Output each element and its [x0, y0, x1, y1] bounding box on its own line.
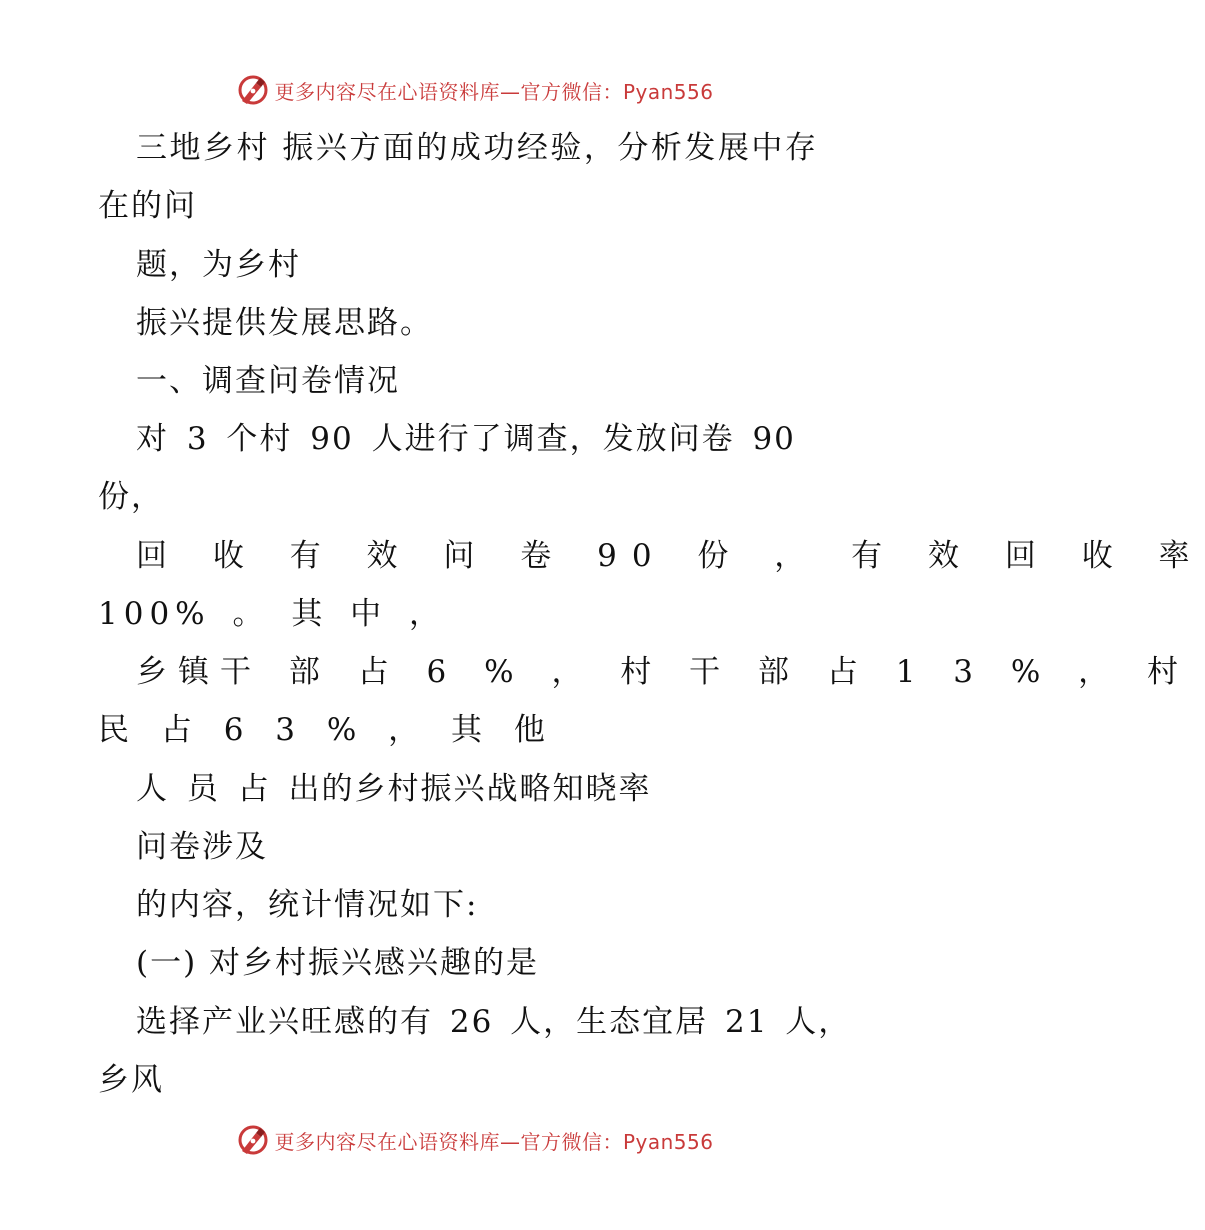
- header-banner: [0, 70, 950, 110]
- text-line: 回 收 有 效 问 卷 90 份 ， 有 效 回 收 率: [136, 538, 1205, 574]
- text-line: 的内容，统计情况如下:: [136, 887, 479, 923]
- text-line: 选择产业兴旺感的有 26 人，生态宜居 21 人，: [136, 1004, 852, 1040]
- footer-banner: [0, 1120, 950, 1160]
- text-line: 乡风: [98, 1062, 164, 1098]
- text-line: 三地乡村 振兴方面的成功经验，分析发展中存: [136, 130, 819, 166]
- text-line: 乡镇干 部 占 6 % ， 村 干 部 占 1 3 % ， 村: [136, 654, 1190, 690]
- text-line: 在的问: [98, 188, 197, 224]
- banner-text: 更多内容尽在心语资料库—官方微信：Pyan556: [274, 1129, 714, 1154]
- text-line: 100% 。 其 中 ，: [98, 596, 447, 632]
- text-line: 问卷涉及: [136, 829, 268, 865]
- text-line: 民 占 6 3 % ， 其 他: [98, 712, 553, 748]
- pen-logo-icon: [236, 73, 270, 107]
- text-line: 份，: [98, 479, 164, 515]
- subsection-heading: (一) 对乡村振兴感兴趣的是: [136, 945, 540, 981]
- pen-logo-icon: [236, 1123, 270, 1157]
- text-line: 人 员 占 出的乡村振兴战略知晓率: [136, 771, 652, 807]
- section-heading: 一、调查问卷情况: [136, 363, 400, 399]
- banner-text: 更多内容尽在心语资料库—官方微信：Pyan556: [274, 79, 714, 104]
- text-line: 题，为乡村: [136, 247, 301, 283]
- text-line: 振兴提供发展思路。: [136, 305, 433, 341]
- text-line: 对 3 个村 90 人进行了调查，发放问卷 90: [136, 421, 796, 457]
